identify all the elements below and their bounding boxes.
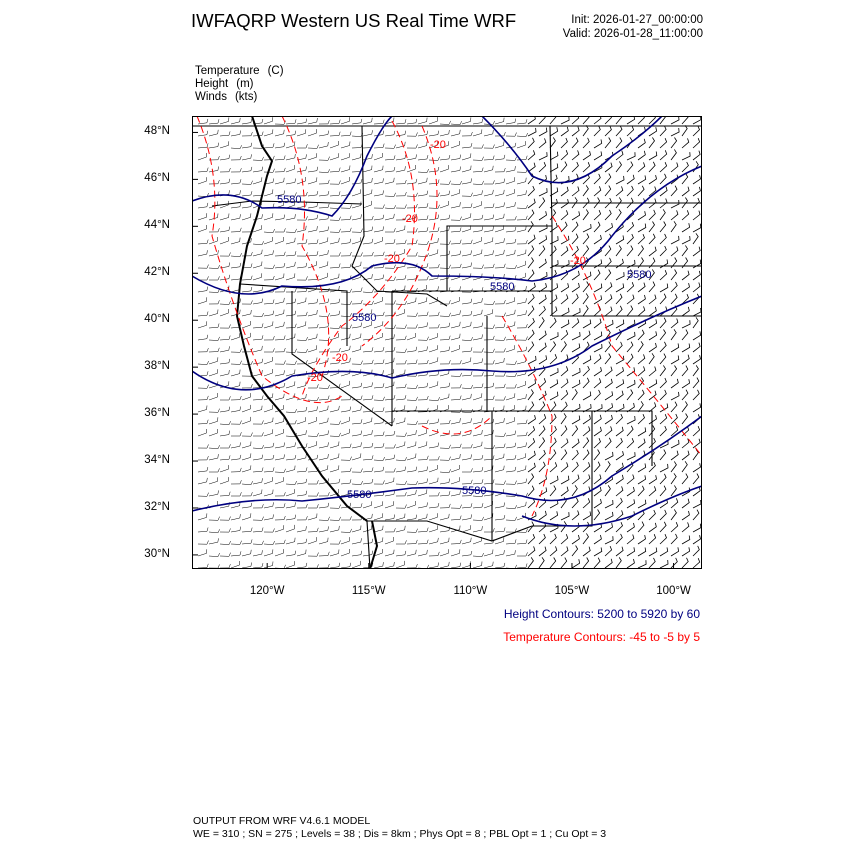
- height-contour-legend: Height Contours: 5200 to 5920 by 60: [503, 607, 700, 621]
- latitude-label: 46°N: [144, 172, 170, 185]
- temperature-label: -20: [307, 372, 323, 384]
- longitude-label: 100°W: [656, 585, 691, 597]
- temperature-label: -20: [570, 255, 586, 267]
- longitude-label: 105°W: [554, 585, 590, 597]
- latitude-label: 40°N: [144, 313, 170, 326]
- latitude-label: 34°N: [144, 454, 170, 467]
- temperature-label: -20: [430, 139, 446, 151]
- latitude-label: 36°N: [144, 407, 170, 420]
- field-height: [195, 78, 254, 91]
- field-units: (kts): [234, 91, 258, 103]
- latitude-label: 48°N: [144, 125, 170, 138]
- temperature-contour-legend: Temperature Contours: -45 to -5 by 5: [503, 630, 700, 644]
- init-time: Init: 2026-01-27_00:00:00: [571, 14, 703, 26]
- longitude-label: 110°W: [453, 585, 488, 597]
- height-label: 5580: [347, 489, 372, 501]
- height-label: 5580: [352, 312, 377, 324]
- model-output-title: OUTPUT FROM WRF V4.6.1 MODEL: [193, 815, 371, 827]
- plot-title: IWFAQRP Western US Real Time WRF: [191, 10, 517, 31]
- height-label: 5580: [490, 281, 515, 293]
- field-name: Temperature: [195, 65, 260, 77]
- latitude-label: 30°N: [144, 547, 170, 560]
- height-label: 5580: [277, 194, 302, 206]
- longitude-label: 115°W: [351, 585, 386, 597]
- field-temperature: [195, 65, 284, 78]
- latitude-label: 44°N: [144, 219, 170, 232]
- height-label: 5580: [462, 485, 487, 497]
- latitude-label: 42°N: [144, 266, 170, 279]
- temperature-label: -20: [384, 253, 400, 265]
- field-units: (C): [267, 65, 284, 77]
- model-config: WE = 310 ; SN = 275 ; Levels = 38 ; Dis = 8km ; Phys Opt = 8 ; PBL Opt = 1 ; Cu Opt = 3: [193, 828, 607, 840]
- temperature-label: -20: [402, 213, 418, 225]
- field-winds: [195, 91, 257, 104]
- temperature-label: -20: [332, 352, 348, 364]
- field-units: (m): [236, 78, 254, 90]
- valid-time: Valid: 2026-01-28_11:00:00: [562, 28, 703, 40]
- field-name: Height: [195, 78, 229, 90]
- field-name: Winds: [195, 91, 227, 103]
- latitude-label: 38°N: [144, 360, 170, 373]
- longitude-label: 120°W: [249, 585, 285, 597]
- weather-map: [192, 116, 702, 569]
- height-label: 5580: [627, 269, 652, 281]
- map-background: [192, 116, 702, 569]
- latitude-label: 32°N: [144, 500, 170, 513]
